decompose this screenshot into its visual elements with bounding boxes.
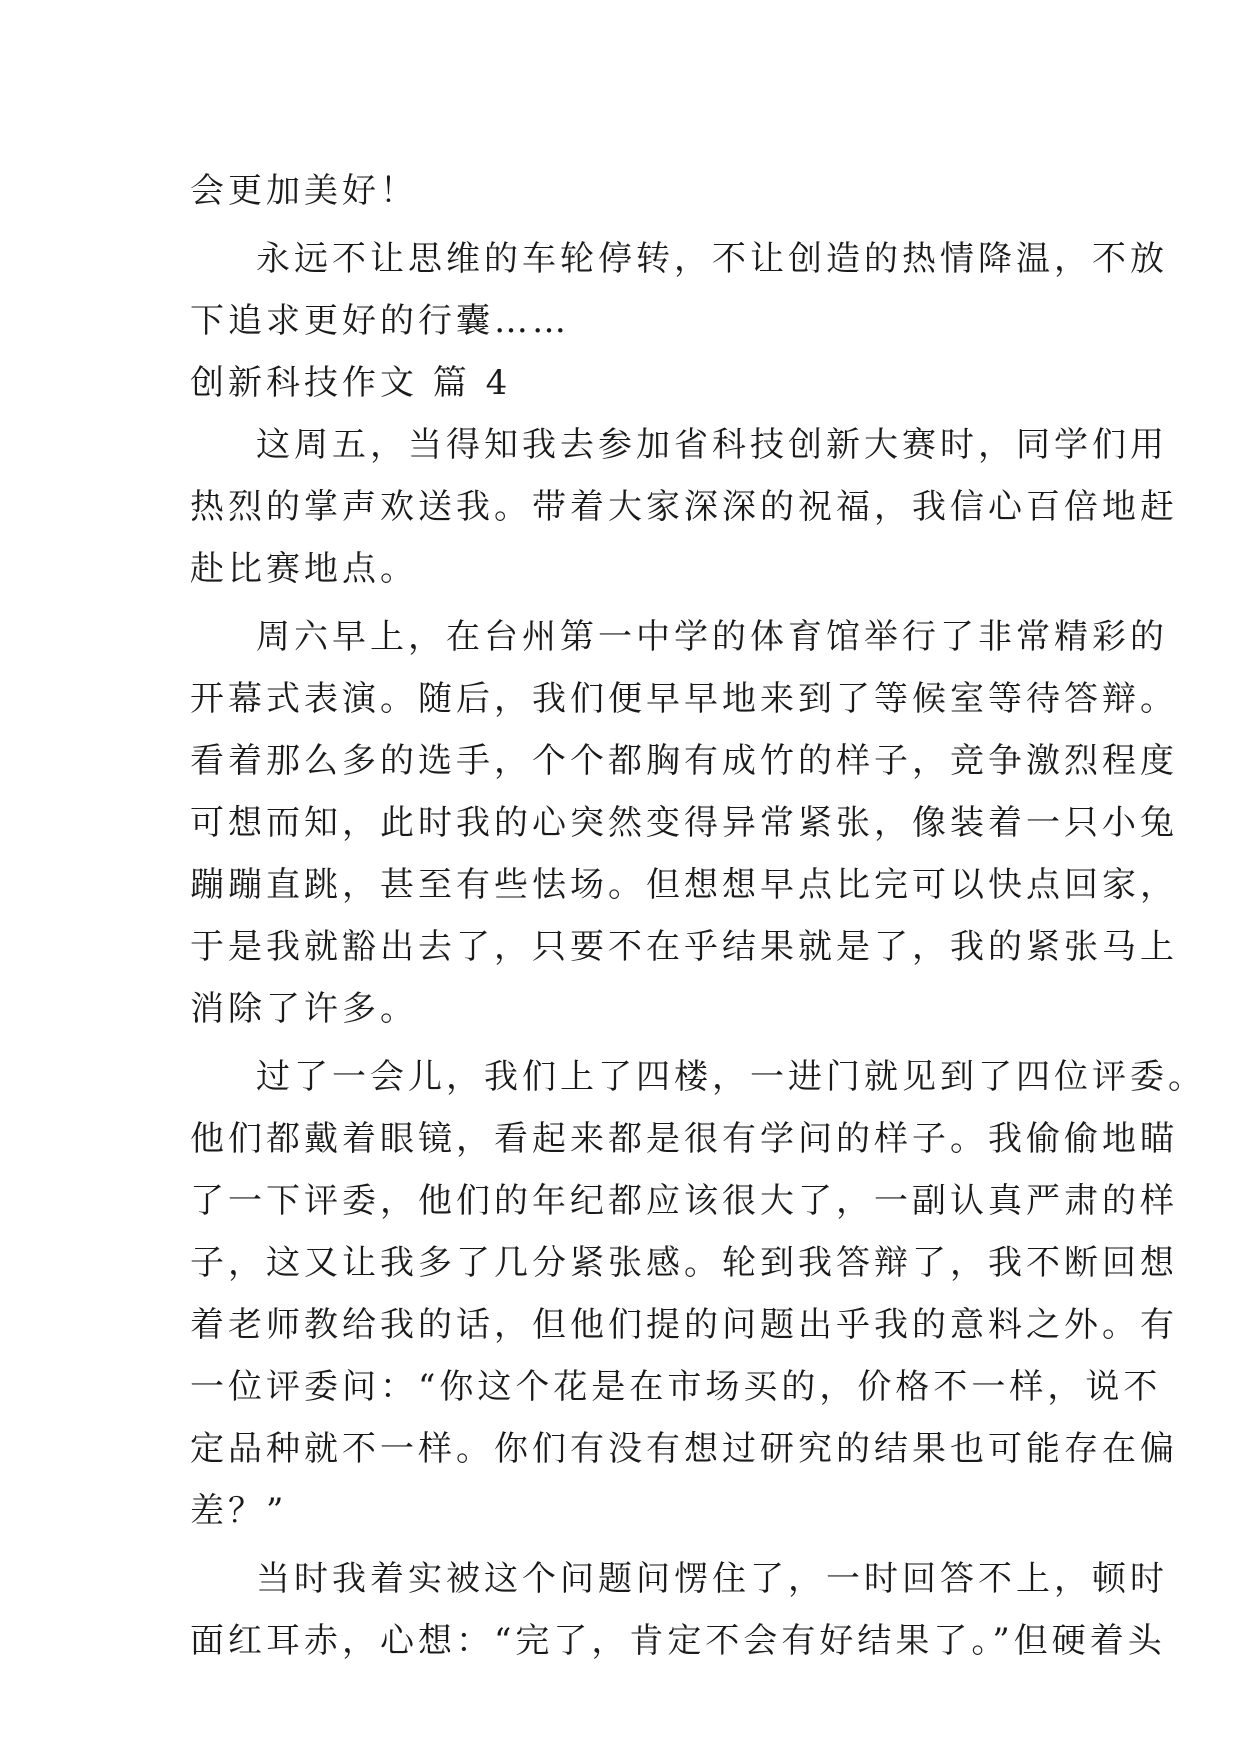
text-line: 定品种就不一样。你们有没有想过研究的结果也可能存在偏 (190, 1429, 1178, 1469)
paragraph (190, 606, 1178, 1040)
text-line: 赴比赛地点。 (190, 549, 418, 589)
text-line: 着老师教给我的话，但他们提的问题出乎我的意料之外。有 (190, 1305, 1178, 1345)
text-line: 永远不让思维的车轮停转，不让创造的热情降温，不放 (256, 239, 1168, 279)
text-line: 子，这又让我多了几分紧张感。轮到我答辩了，我不断回想 (190, 1243, 1178, 1283)
text-line: 开幕式表演。随后，我们便早早地来到了等候室等待答辩。 (190, 679, 1178, 719)
text-line: 蹦蹦直跳，甚至有些怯场。但想想早点比完可以快点回家， (190, 865, 1178, 905)
paragraph (190, 228, 1168, 352)
text-line: 看着那么多的选手，个个都胸有成竹的样子，竞争激烈程度 (190, 741, 1178, 781)
text-line: 会更加美好！ (190, 171, 418, 211)
text-line: 下追求更好的行囊…… (190, 301, 570, 341)
text-line: 一位评委问：“你这个花是在市场买的，价格不一样，说不 (190, 1367, 1162, 1407)
heading-line: 创新科技作文 篇 4 (190, 363, 512, 403)
text-line: 周六早上，在台州第一中学的体育馆举行了非常精彩的 (256, 617, 1168, 657)
text-line: 这周五，当得知我去参加省科技创新大赛时，同学们用 (256, 425, 1168, 465)
text-line: 热烈的掌声欢送我。带着大家深深的祝福，我信心百倍地赶 (190, 487, 1178, 527)
text-line: 差？” (190, 1491, 288, 1531)
text-line: 了一下评委，他们的年纪都应该很大了，一副认真严肃的样 (190, 1181, 1178, 1221)
text-line: 他们都戴着眼镜，看起来都是很有学问的样子。我偷偷地瞄 (190, 1119, 1178, 1159)
paragraph (190, 1548, 1168, 1672)
text-block (190, 160, 1070, 222)
text-line: 于是我就豁出去了，只要不在乎结果就是了，我的紧张马上 (190, 927, 1178, 967)
paragraph (190, 414, 1178, 600)
text-line: 当时我着实被这个问题问愣住了，一时回答不上，顿时 (256, 1559, 1168, 1599)
text-line: 面红耳赤，心想：“完了，肯定不会有好结果了。”但硬着头 (190, 1621, 1166, 1661)
paragraph (190, 1046, 1206, 1542)
section-heading (190, 352, 1070, 414)
text-line: 可想而知，此时我的心突然变得异常紧张，像装着一只小兔 (190, 803, 1178, 843)
text-line: 过了一会儿，我们上了四楼，一进门就见到了四位评委。 (256, 1057, 1206, 1097)
document-body (190, 160, 1206, 1672)
text-line: 消除了许多。 (190, 989, 418, 1029)
